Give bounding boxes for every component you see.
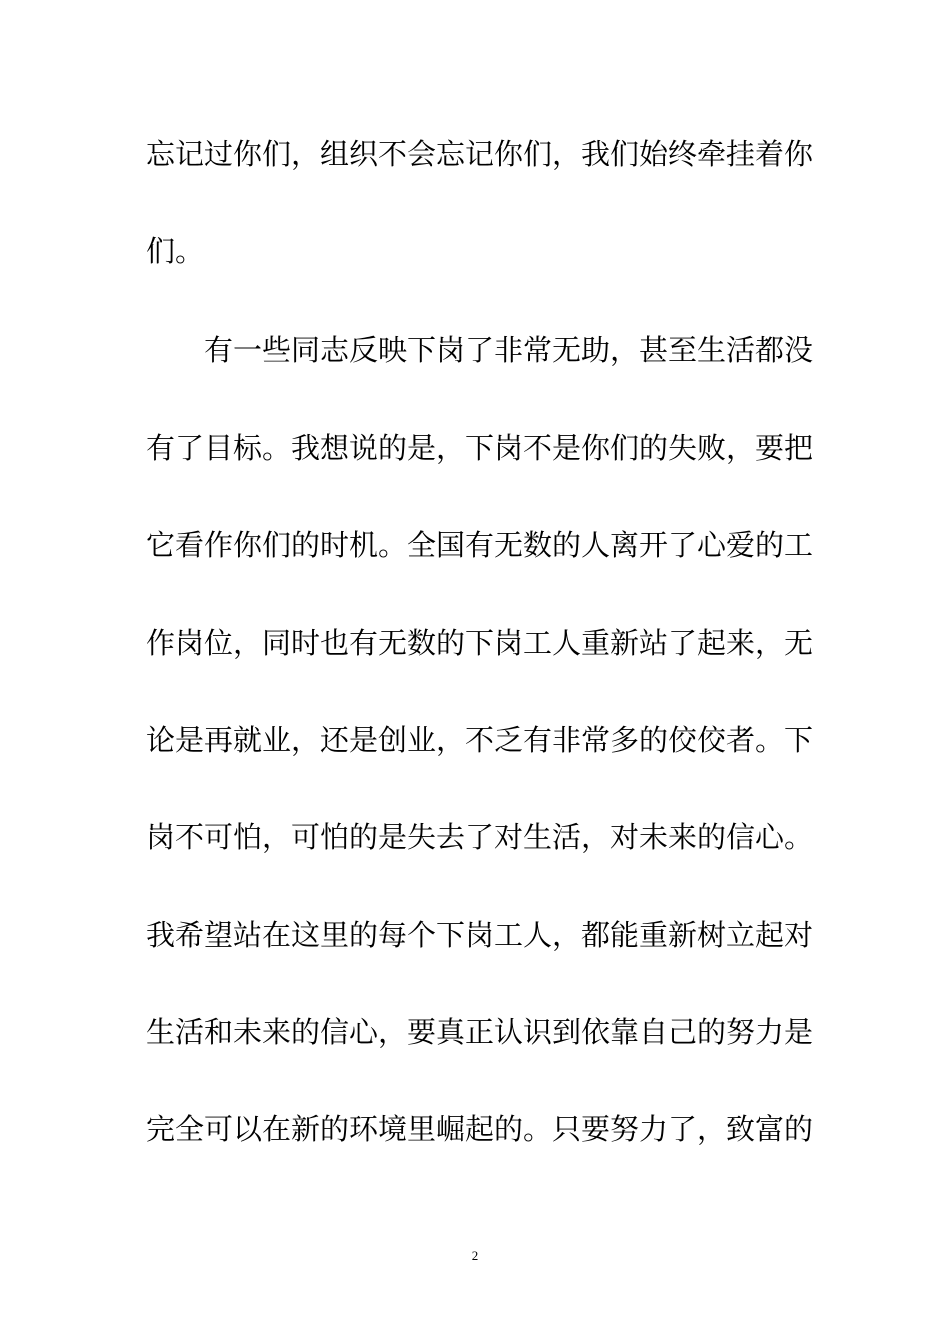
page-number: 2 (471, 1248, 479, 1263)
text-line-4: 有了目标。我想说的是，下岗不是你们的失败，要把 (146, 431, 814, 465)
text-line-7: 论是再就业，还是创业，不乏有非常多的佼佼者。下 (146, 723, 814, 757)
text-line-5: 它看作你们的时机。全国有无数的人离开了心爱的工 (146, 528, 814, 562)
text-line-10: 生活和未来的信心，要真正认识到依靠自己的努力是 (146, 1015, 814, 1049)
text-line-2: 们。 (146, 234, 205, 268)
text-line-6: 作岗位，同时也有无数的下岗工人重新站了起来，无 (146, 626, 814, 660)
text-line-11: 完全可以在新的环境里崛起的。只要努力了，致富的 (146, 1112, 814, 1146)
text-line-3: 有一些同志反映下岗了非常无助，甚至生活都没 (204, 333, 814, 367)
text-line-1: 忘记过你们，组织不会忘记你们，我们始终牵挂着你 (146, 137, 814, 171)
text-line-9: 我希望站在这里的每个下岗工人，都能重新树立起对 (146, 918, 814, 952)
text-line-8: 岗不可怕，可怕的是失去了对生活，对未来的信心。 (146, 820, 814, 854)
